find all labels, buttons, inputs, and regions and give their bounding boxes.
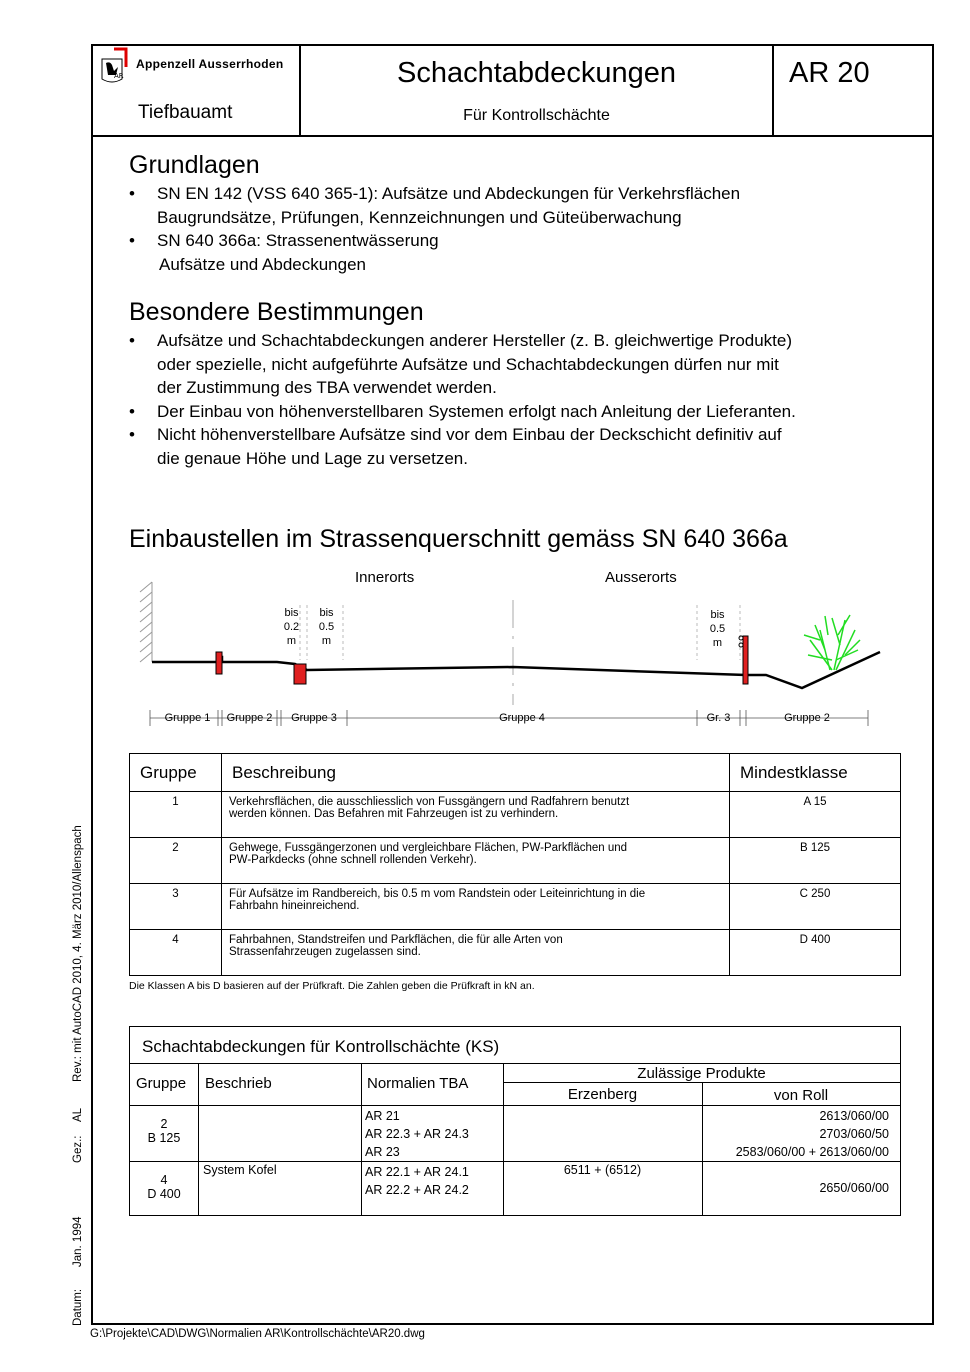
doc-title: Schachtabdeckungen — [397, 57, 676, 89]
group-label: Gruppe 2 — [784, 712, 830, 724]
col-header: Gruppe — [136, 1075, 187, 1092]
ks-group-cell: 2 B 125 — [147, 1117, 181, 1145]
ks-vonroll-cell: 2613/060/00 2703/060/50 2583/060/00 + 2613/060/00 — [735, 1109, 889, 1159]
ks-beschrieb-cell: System Kofel — [203, 1163, 277, 1177]
divider — [198, 1063, 199, 1216]
label-ausserorts: Ausserorts — [605, 569, 677, 586]
label-innerorts: Innerorts — [355, 569, 415, 586]
list-item: • Der Einbau von höhenverstellbaren Systemen erfolgt nach Anleitung der Lieferanten. — [129, 401, 796, 421]
grundlagen-list — [129, 182, 740, 276]
side-datum: Jan. 1994 — [72, 1216, 84, 1267]
divider — [130, 1063, 900, 1064]
section-heading-einbau: Einbaustellen im Strassenquerschnitt gemäss SN 640 366a — [129, 525, 788, 553]
side-revision: Rev.: mit AutoCAD 2010, 4. März 2010/Allenspach — [72, 825, 84, 1082]
section-heading-bestimmungen: Besondere Bestimmungen — [129, 298, 424, 326]
coat-of-arms-logo — [100, 47, 130, 85]
side-gez: AL — [72, 1107, 84, 1122]
side-datum-label: Datum: — [72, 1288, 84, 1326]
divider — [130, 1161, 900, 1162]
side-gez-label: Gez.: — [72, 1135, 84, 1163]
ks-normalien-cell: AR 22.1 + AR 24.1 AR 22.2 + AR 24.2 — [365, 1165, 469, 1197]
col-header: Normalien TBA — [367, 1075, 469, 1092]
ks-normalien-cell: AR 21 AR 22.3 + AR 24.3 AR 23 — [365, 1109, 469, 1159]
col-header: Beschrieb — [205, 1075, 272, 1092]
file-path: G:\Projekte\CAD\DWG\Normalien AR\Kontrollschächte\AR20.dwg — [90, 1328, 425, 1340]
group-label: Gruppe 3 — [291, 712, 337, 724]
table-row: 1 Verkehrsflächen, die ausschliesslich von Fussgängern und Radfahrern benutzt werden können. Das Befahren mit Fahrzeugen ist zu verhindern. A 15 — [130, 792, 901, 838]
ks-table-title: Schachtabdeckungen für Kontrollschächte (KS) — [142, 1037, 500, 1056]
table-row: 3 Für Aufsätze im Randbereich, bis 0.5 m vom Randstein oder Leiteinrichtung in die Fahrbahn hineinreichend. C 250 — [130, 884, 901, 930]
col-header: Erzenberg — [567, 1086, 638, 1103]
section-heading-grundlagen: Grundlagen — [129, 151, 260, 179]
col-header: Gruppe — [130, 754, 222, 792]
table-header-row — [130, 754, 901, 792]
divider — [130, 1105, 900, 1106]
org-name: Appenzell Ausserrhoden — [136, 57, 284, 71]
ks-erzenberg-cell: 6511 + (6512) — [563, 1163, 642, 1177]
group-label: Gruppe 4 — [499, 712, 545, 724]
group-label: Gruppe 2 — [226, 712, 273, 724]
divider — [361, 1063, 362, 1216]
classes-table — [129, 753, 901, 976]
group-label: Gr. 3 — [706, 712, 731, 724]
list-item: • Nicht höhenverstellbare Aufsätze sind vor dem Einbau der Deckschicht definitiv auf die genaue Höhe und Lage zu versetzen. — [129, 425, 782, 468]
col-header: von Roll — [773, 1087, 829, 1104]
dimension-label: bis 0.5 m — [318, 607, 335, 647]
classes-note: Die Klassen A bis D basieren auf der Prüfkraft. Die Zahlen geben die Prüfkraft in kN an. — [129, 980, 535, 992]
header-divider-2 — [772, 44, 774, 137]
dept-name: Tiefbauamt — [138, 102, 233, 123]
group-label: Gruppe 1 — [164, 712, 211, 724]
table-row: 4 Fahrbahnen, Standstreifen und Parkflächen, die für alle Arten von Strassenfahrzeugen zugelassen sind. D 400 — [130, 930, 901, 976]
ks-group-cell: 4 D 400 — [147, 1173, 181, 1201]
cross-section-diagram — [120, 560, 890, 740]
ks-vonroll-cell: 2650/060/00 — [819, 1181, 889, 1195]
list-item: • Aufsätze und Schachtabdeckungen anderer Hersteller (z. B. gleichwertige Produkte) oder spezielle, nicht aufgeführte Aufsätze und Schachtabdeckungen dürfen nur mit der Zustimmung des TBA verwendet werden. — [129, 331, 793, 397]
ks-table — [129, 1026, 901, 1216]
doc-code: AR 20 — [789, 57, 870, 89]
header-bottom-line — [91, 135, 934, 137]
dimension-label: bis 0.5 m — [709, 609, 726, 649]
bestimmungen-list — [129, 329, 796, 470]
doc-subtitle: Für Kontrollschächte — [463, 107, 610, 124]
col-header: Mindestklasse — [730, 754, 901, 792]
list-item: • SN 640 366a: Strassenentwässerung Aufsätze und Abdeckungen — [129, 231, 439, 274]
dimension-label: bis 0.2 m — [283, 607, 300, 647]
svg-text:AR: AR — [114, 72, 124, 80]
list-item: • SN EN 142 (VSS 640 365-1): Aufsätze und Abdeckungen für Verkehrsflächen Baugrundsätze, Prüfungen, Kennzeichnungen und Güteüberwachung — [129, 184, 741, 227]
table-row: 2 Gehwege, Fussgängerzonen und vergleichbare Flächen, PW-Parkflächen und PW-Parkdecks (ohne schnell rollenden Verkehr). B 125 — [130, 838, 901, 884]
col-header: Zulässige Produkte — [637, 1065, 766, 1082]
col-header: Beschreibung — [222, 754, 730, 792]
